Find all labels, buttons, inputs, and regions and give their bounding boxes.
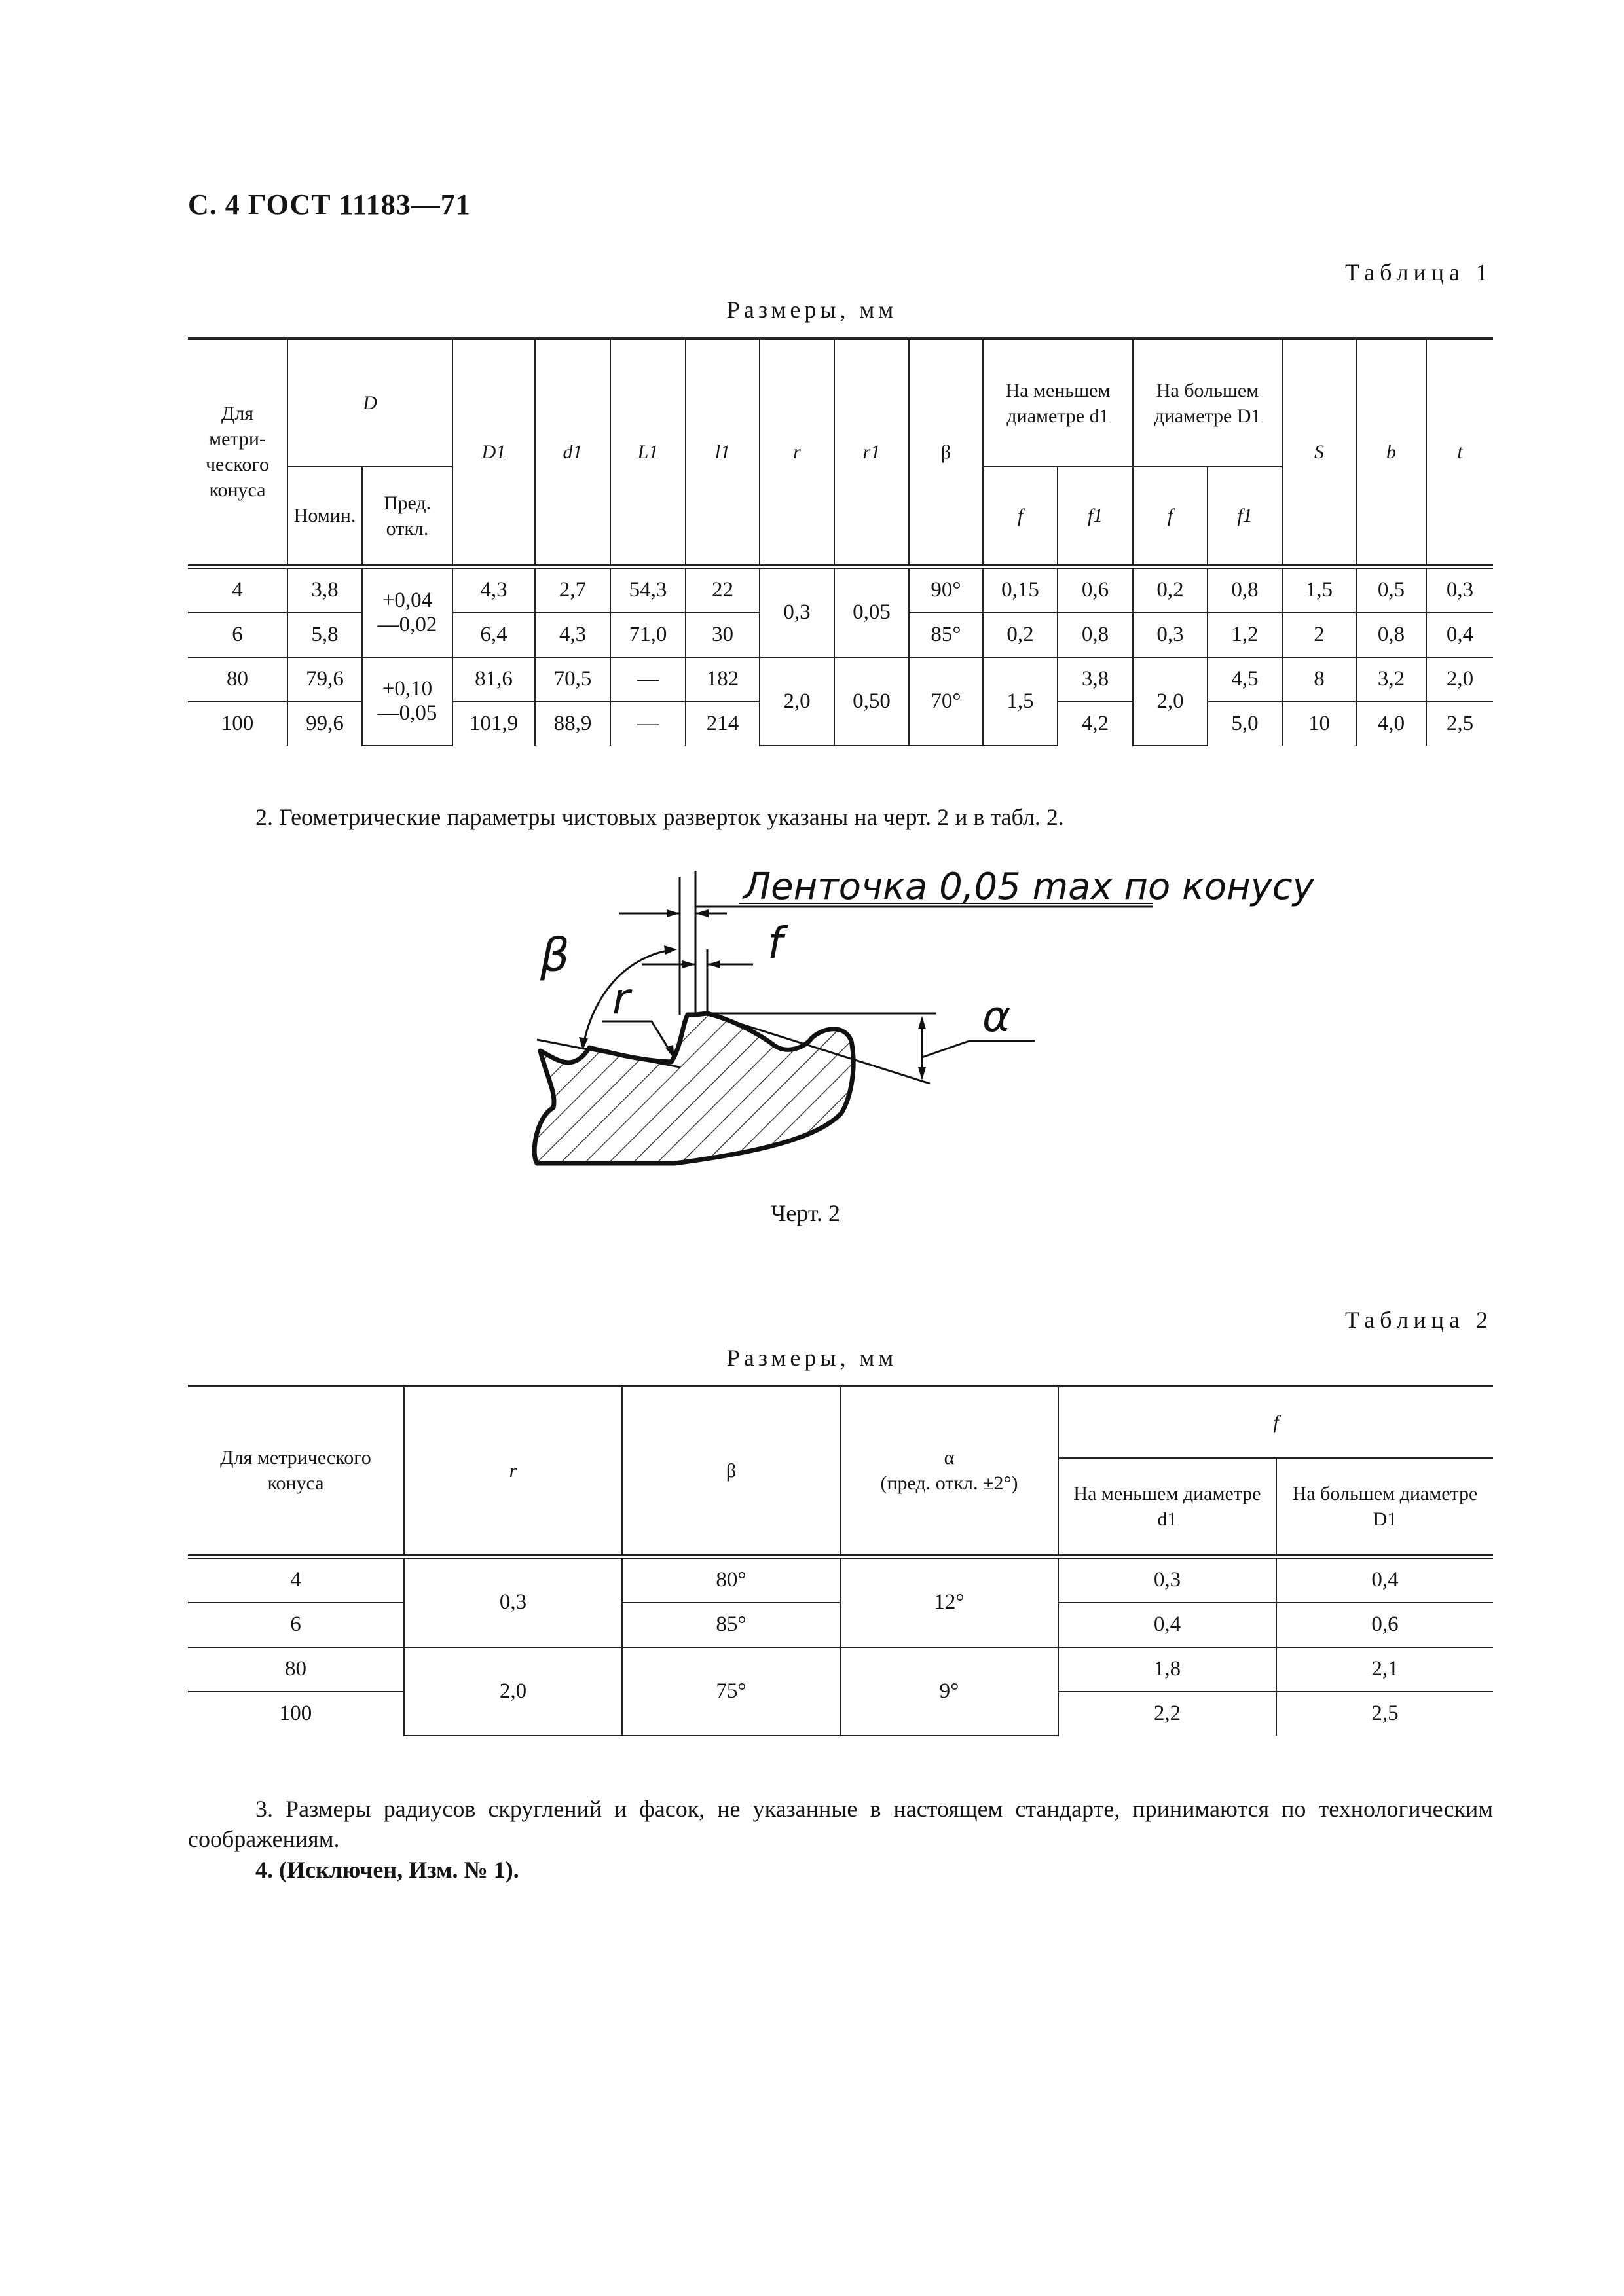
t1-head-d1: d1 [563, 441, 583, 463]
t1-cell: 0,15 [983, 566, 1058, 613]
t2-head-f: f [1273, 1412, 1279, 1433]
t1-cell: 8 [1282, 657, 1356, 702]
t1-cell: 5,8 [287, 613, 362, 657]
table1-subtitle: Размеры, мм [726, 297, 898, 323]
t2-cell: 80° [622, 1556, 840, 1603]
t1-cell: 214 [686, 702, 760, 746]
t2-head-alpha-sym: α [944, 1447, 955, 1469]
t1-cell: 182 [686, 657, 760, 702]
t1-head-cone: Для метрического конуса [188, 338, 287, 566]
t1-head-f-large: f [1167, 505, 1173, 527]
t1-fs-group2: 1,5 [983, 657, 1058, 746]
t2-cell: 4 [188, 1556, 404, 1603]
t1-cell: 79,6 [287, 657, 362, 702]
t1-head-L1: L1 [637, 441, 659, 463]
t1-head-dev: Пред. откл. [362, 467, 452, 566]
t1-head-large-diam: На большем диаметре D1 [1133, 338, 1282, 467]
r-label: r [612, 974, 631, 1024]
t2-cell: 100 [188, 1692, 404, 1736]
t1-beta-group2: 70° [909, 657, 983, 746]
t2-cell: 0,4 [1058, 1603, 1276, 1647]
t1-cell: 81,6 [452, 657, 535, 702]
table-row [188, 1556, 1493, 1603]
t1-cell: 2 [1282, 613, 1356, 657]
arrow [682, 960, 695, 968]
t1-cell: — [610, 657, 686, 702]
t1-head-small-diam: На меньшем диаметре d1 [983, 338, 1133, 467]
t1-cell: 4,3 [452, 566, 535, 613]
t1-cell: 0,2 [1133, 566, 1208, 613]
t1-cell: 4,3 [535, 613, 610, 657]
t2-cell: 2,1 [1276, 1647, 1493, 1692]
t1-cell: 5,0 [1208, 702, 1282, 746]
t1-cell: 88,9 [535, 702, 610, 746]
t1-cell: 90° [909, 566, 983, 613]
t2-head-cone: Для метрического конуса [188, 1386, 404, 1556]
t2-head-beta: β [622, 1386, 840, 1556]
table2-caption: Таблица 2 [1345, 1307, 1493, 1333]
t2-alpha-group1: 12° [840, 1556, 1058, 1647]
t1-cell: 80 [188, 657, 287, 702]
t1-cell: 6,4 [452, 613, 535, 657]
t2-cell: 1,8 [1058, 1647, 1276, 1692]
t1-cell: 0,2 [983, 613, 1058, 657]
table-row [188, 566, 1493, 613]
page-header: С. 4 ГОСТ 11183—71 [188, 189, 471, 221]
t1-cell: 3,8 [287, 566, 362, 613]
t1-cell: 2,5 [1426, 702, 1493, 746]
arrow [707, 960, 720, 968]
arrow [665, 1045, 674, 1059]
t1-head-f1-large: f1 [1237, 505, 1253, 527]
t1-dev-group1 [362, 566, 452, 657]
t1-head-beta: β [909, 338, 983, 566]
t1-cell: 22 [686, 566, 760, 613]
t1-cell: 3,2 [1356, 657, 1426, 702]
t2-head-large-diam: На большем диаметре D1 [1276, 1458, 1493, 1556]
tooth-section [534, 1013, 853, 1163]
t1-head-D: D [363, 392, 377, 414]
t1-cell: 71,0 [610, 613, 686, 657]
band-label: Ленточка 0,05 max по конусу [743, 866, 1314, 908]
t1-head-t: t [1457, 441, 1463, 463]
f-label: f [767, 918, 783, 968]
arrow [664, 945, 677, 955]
t2-beta-group2: 75° [622, 1647, 840, 1736]
t1-dev-plus: +0,10 [382, 677, 433, 701]
t1-cell: 100 [188, 702, 287, 746]
table1 [188, 337, 1493, 746]
t1-head-D1: D1 [481, 441, 506, 463]
t1-dev-minus: —0,05 [377, 701, 437, 725]
t1-cell: 0,6 [1058, 566, 1133, 613]
t1-cell: 0,8 [1058, 613, 1133, 657]
t1-cell: 4,2 [1058, 702, 1133, 746]
t1-cell: 0,8 [1208, 566, 1282, 613]
t1-dev-plus: +0,04 [382, 588, 433, 612]
paragraph-4: 4. (Исключен, Изм. № 1). [255, 1857, 519, 1883]
arrow [695, 909, 709, 917]
paragraph-3: 3. Размеры радиусов скруглений и фасок, не указанные в настоящем стандарте, принимаются по технологическим соображениям. [188, 1796, 1493, 1852]
table1-caption: Таблица 1 [1345, 259, 1493, 285]
t2-head-alpha-dev: (пред. откл. ±2°) [880, 1472, 1018, 1495]
beta-label: β [540, 928, 570, 982]
t1-cell: 2,0 [1426, 657, 1493, 702]
t1-cell: 0,3 [1426, 566, 1493, 613]
t2-cell: 85° [622, 1603, 840, 1647]
table2 [188, 1385, 1493, 1736]
t1-cell: 0,8 [1356, 613, 1426, 657]
t1-head-r1: r1 [862, 441, 881, 463]
t1-dev-group2 [362, 657, 452, 746]
t1-cell: 4,0 [1356, 702, 1426, 746]
t2-head-alpha [840, 1386, 1058, 1556]
t2-head-small-diam: На меньшем диаметре d1 [1058, 1458, 1276, 1556]
t1-r1-group1: 0,05 [834, 566, 909, 657]
t1-dev-minus: —0,02 [377, 612, 437, 636]
t1-cell: 54,3 [610, 566, 686, 613]
t2-cell: 0,4 [1276, 1556, 1493, 1603]
t1-head-l1: l1 [714, 441, 731, 463]
t1-cell: 0,3 [1133, 613, 1208, 657]
reamer-tooth-drawing [511, 851, 1314, 1218]
t1-cell: 99,6 [287, 702, 362, 746]
paragraph-2: 2. Геометрические параметры чистовых разверток указаны на черт. 2 и в табл. 2. [255, 804, 1064, 830]
arrow [918, 1067, 926, 1080]
t1-cell: — [610, 702, 686, 746]
t2-alpha-group2: 9° [840, 1647, 1058, 1736]
alpha-leader [922, 1041, 969, 1057]
t1-cell: 0,4 [1426, 613, 1493, 657]
arrow [918, 1016, 926, 1029]
t2-head-r: r [509, 1459, 517, 1482]
t1-cell: 101,9 [452, 702, 535, 746]
t2-cell: 0,6 [1276, 1603, 1493, 1647]
t1-cell: 4 [188, 566, 287, 613]
t1-cell: 30 [686, 613, 760, 657]
table-row [188, 1647, 1493, 1692]
t1-cell: 6 [188, 613, 287, 657]
t2-r-group2: 2,0 [404, 1647, 622, 1736]
t2-cell: 2,5 [1276, 1692, 1493, 1736]
t2-cell: 0,3 [1058, 1556, 1276, 1603]
t1-cell: 1,5 [1282, 566, 1356, 613]
t1-head-nom: Номин. [287, 467, 362, 566]
t1-cell: 70,5 [535, 657, 610, 702]
table-row [188, 657, 1493, 702]
figure-caption: Черт. 2 [771, 1200, 840, 1226]
t1-cell: 0,5 [1356, 566, 1426, 613]
table2-subtitle: Размеры, мм [726, 1345, 898, 1371]
t2-cell: 80 [188, 1647, 404, 1692]
t2-r-group1: 0,3 [404, 1556, 622, 1647]
t2-cell: 6 [188, 1603, 404, 1647]
t1-head-S: S [1314, 441, 1325, 463]
t1-cell: 10 [1282, 702, 1356, 746]
t1-cell: 3,8 [1058, 657, 1133, 702]
t2-cell: 2,2 [1058, 1692, 1276, 1736]
t1-cell: 4,5 [1208, 657, 1282, 702]
t1-fl-group2: 2,0 [1133, 657, 1208, 746]
alpha-label: α [982, 991, 1011, 1042]
t1-cell: 85° [909, 613, 983, 657]
t1-r-group1: 0,3 [760, 566, 834, 657]
t1-head-b: b [1386, 441, 1397, 463]
t1-head-f-small: f [1017, 505, 1024, 527]
t1-head-f1-small: f1 [1087, 505, 1103, 527]
t1-r-group2: 2,0 [760, 657, 834, 746]
t1-r1-group2: 0,50 [834, 657, 909, 746]
t1-cell: 2,7 [535, 566, 610, 613]
t1-head-r: r [793, 441, 801, 463]
arrow [667, 909, 680, 917]
t1-cell: 1,2 [1208, 613, 1282, 657]
